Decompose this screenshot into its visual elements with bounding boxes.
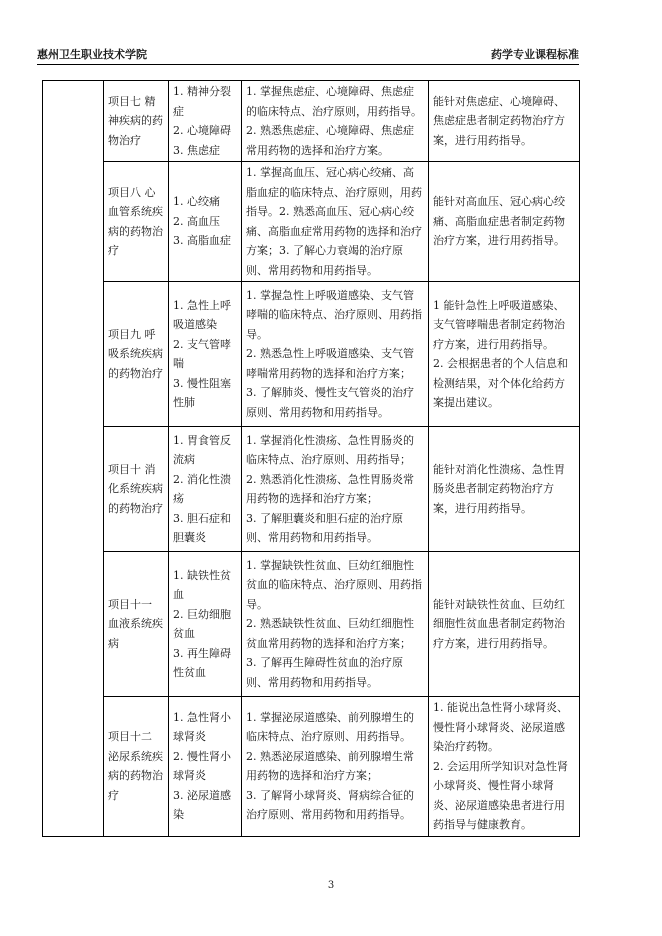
ability-item: 1 能针急性上呼吸道感染、支气管哮喘患者制定药物治疗方案，进行用药指导。 (433, 298, 565, 351)
ability-cell (429, 697, 580, 837)
knowledge-item: 1. 掌握高血压、冠心病心绞痛、高脂血症的临床特点、治疗原则，用药指导。2. 熟悉高血压、冠心病心绞痛、高脂血症常用药物的选择和治疗方案；3. 了解心力衰竭的治疗原则、常用药物和用药指导。 (246, 166, 422, 277)
knowledge-cell (242, 81, 429, 162)
topic-item: 2. 支气管哮喘 (173, 337, 231, 370)
ability-item: 能针对焦虑症、心境障碍、焦虑症患者制定药物治疗方案，进行用药指导。 (433, 94, 565, 147)
project-cell (104, 427, 169, 552)
knowledge-item: 1. 掌握焦虑症、心境障碍、焦虑症的临床特点、治疗原则，用药指导。 (246, 85, 422, 118)
ability-item: 能针对缺铁性贫血、巨幼红细胞性贫血患者制定药物治疗方案，进行用药指导。 (433, 597, 565, 650)
topic-item: 2. 高血压 (173, 214, 220, 228)
curriculum-table-body (43, 81, 580, 837)
ability-cell (429, 81, 580, 162)
module-cell (43, 81, 104, 837)
knowledge-item: 1. 掌握消化性溃疡、急性胃肠炎的临床特点、治疗原则、用药指导； (246, 433, 414, 466)
curriculum-table (42, 80, 580, 837)
topic-item: 2. 消化性溃疡 (173, 472, 231, 505)
topic-cell (169, 162, 242, 282)
topic-item: 1. 胃食管反流病 (173, 433, 231, 466)
topic-item: 2. 心境障碍 (173, 124, 231, 137)
ability-item: 能针对消化性溃疡、急性胃肠炎患者制定药物治疗方案，进行用药指导。 (433, 462, 565, 515)
knowledge-cell (242, 552, 429, 697)
project-cell (104, 282, 169, 427)
topic-cell (169, 552, 242, 697)
project-cell (104, 162, 169, 282)
project-cell (104, 81, 169, 162)
ability-item: 能针对高血压、冠心病心绞痛、高脂血症患者制定药物治疗方案，进行用药指导。 (433, 195, 565, 248)
knowledge-item: 2. 熟悉急性上呼吸道感染、支气管哮喘常用药物的选择和治疗方案； (246, 347, 414, 380)
topic-item: 1. 缺铁性贫血 (173, 568, 231, 601)
page-header (37, 44, 579, 65)
topic-item: 2. 巨幼细胞贫血 (173, 607, 231, 640)
ability-item: 2. 会根据患者的个人信息和检测结果，对个体化给药方案提出建议。 (433, 357, 568, 409)
project-name: 项目十 消化系统疾病的药物治疗 (108, 462, 163, 515)
table-row (43, 162, 580, 282)
project-cell (104, 697, 169, 837)
topic-item: 3. 胆石症和胆囊炎 (173, 511, 231, 544)
project-name: 项目十一 血液系统疾病 (108, 597, 163, 650)
knowledge-cell (242, 282, 429, 427)
project-name: 项目十二 泌尿系统疾病的药物治疗 (108, 730, 163, 802)
table-row (43, 81, 580, 162)
topic-item: 3. 慢性阻塞性肺 (173, 376, 231, 409)
topic-item: 3. 焦虑症 (173, 143, 220, 157)
knowledge-item: 3. 了解肾小球肾炎、肾病综合征的治疗原则、常用药物和用药指导。 (246, 788, 414, 822)
table-row (43, 552, 580, 697)
knowledge-cell (242, 162, 429, 282)
knowledge-item: 1. 掌握急性上呼吸道感染、支气管哮喘的临床特点、治疗原则、用药指导。 (246, 288, 422, 341)
topic-item: 3. 再生障碍性贫血 (173, 646, 231, 679)
project-name: 项目八 心血管系统疾病的药物治疗 (108, 185, 163, 257)
topic-cell (169, 427, 242, 552)
table-row (43, 697, 580, 837)
ability-item: 1. 能说出急性肾小球肾炎、慢性肾小球肾炎、泌尿道感染治疗药物。 (433, 701, 568, 753)
knowledge-item: 2. 熟悉缺铁性贫血、巨幼红细胞性贫血常用药物的选择和治疗方案； (246, 617, 414, 650)
knowledge-item: 2. 熟悉泌尿道感染、前列腺增生常用药物的选择和治疗方案； (246, 749, 414, 783)
knowledge-item: 2. 熟悉消化性溃疡、急性胃肠炎常用药物的选择和治疗方案； (246, 472, 414, 505)
topic-item: 1. 心绞痛 (173, 195, 220, 209)
project-name: 项目七 精神疾病的药物治疗 (108, 94, 163, 147)
knowledge-item: 3. 了解再生障碍性贫血的治疗原则、常用药物和用药指导。 (246, 656, 403, 689)
knowledge-cell (242, 697, 429, 837)
topic-item: 1. 急性上呼吸道感染 (173, 298, 231, 331)
page-number: 3 (327, 880, 335, 891)
topic-cell (169, 697, 242, 837)
knowledge-item: 2. 熟悉焦虑症、心境障碍、焦虑症常用药物的选择和治疗方案。 (246, 124, 414, 157)
document-title: 药学专业课程标准 (491, 48, 579, 61)
table-row (43, 427, 580, 552)
ability-cell (429, 162, 580, 282)
institution-name: 惠州卫生职业技术学院 (37, 48, 147, 61)
ability-cell (429, 427, 580, 552)
ability-cell (429, 282, 580, 427)
knowledge-item: 3. 了解胆囊炎和胆石症的治疗原则、常用药物和用药指导。 (246, 511, 403, 544)
project-name: 项目九 呼吸系统疾病的药物治疗 (108, 327, 163, 380)
topic-item: 2. 慢性肾小球肾炎 (173, 749, 231, 783)
knowledge-item: 1. 掌握缺铁性贫血、巨幼红细胞性贫血的临床特点、治疗原则、用药指导。 (246, 558, 422, 611)
topic-item: 3. 高脂血症 (173, 234, 231, 248)
topic-cell (169, 282, 242, 427)
ability-cell (429, 552, 580, 697)
topic-cell (169, 81, 242, 162)
table-row (43, 282, 580, 427)
knowledge-item: 3. 了解肺炎、慢性支气管炎的治疗原则、常用药物和用药指导。 (246, 386, 414, 419)
knowledge-item: 1. 掌握泌尿道感染、前列腺增生的临床特点、治疗原则、用药指导。 (246, 710, 414, 744)
ability-item: 2. 会运用所学知识对急性肾小球肾炎、慢性肾小球肾炎、泌尿道感染患者进行用药指导与健康教育。 (433, 759, 568, 831)
topic-item: 3. 泌尿道感染 (173, 788, 231, 822)
project-cell (104, 552, 169, 697)
knowledge-cell (242, 427, 429, 552)
topic-item: 1. 精神分裂症 (173, 85, 231, 118)
topic-item: 1. 急性肾小球肾炎 (173, 710, 231, 744)
